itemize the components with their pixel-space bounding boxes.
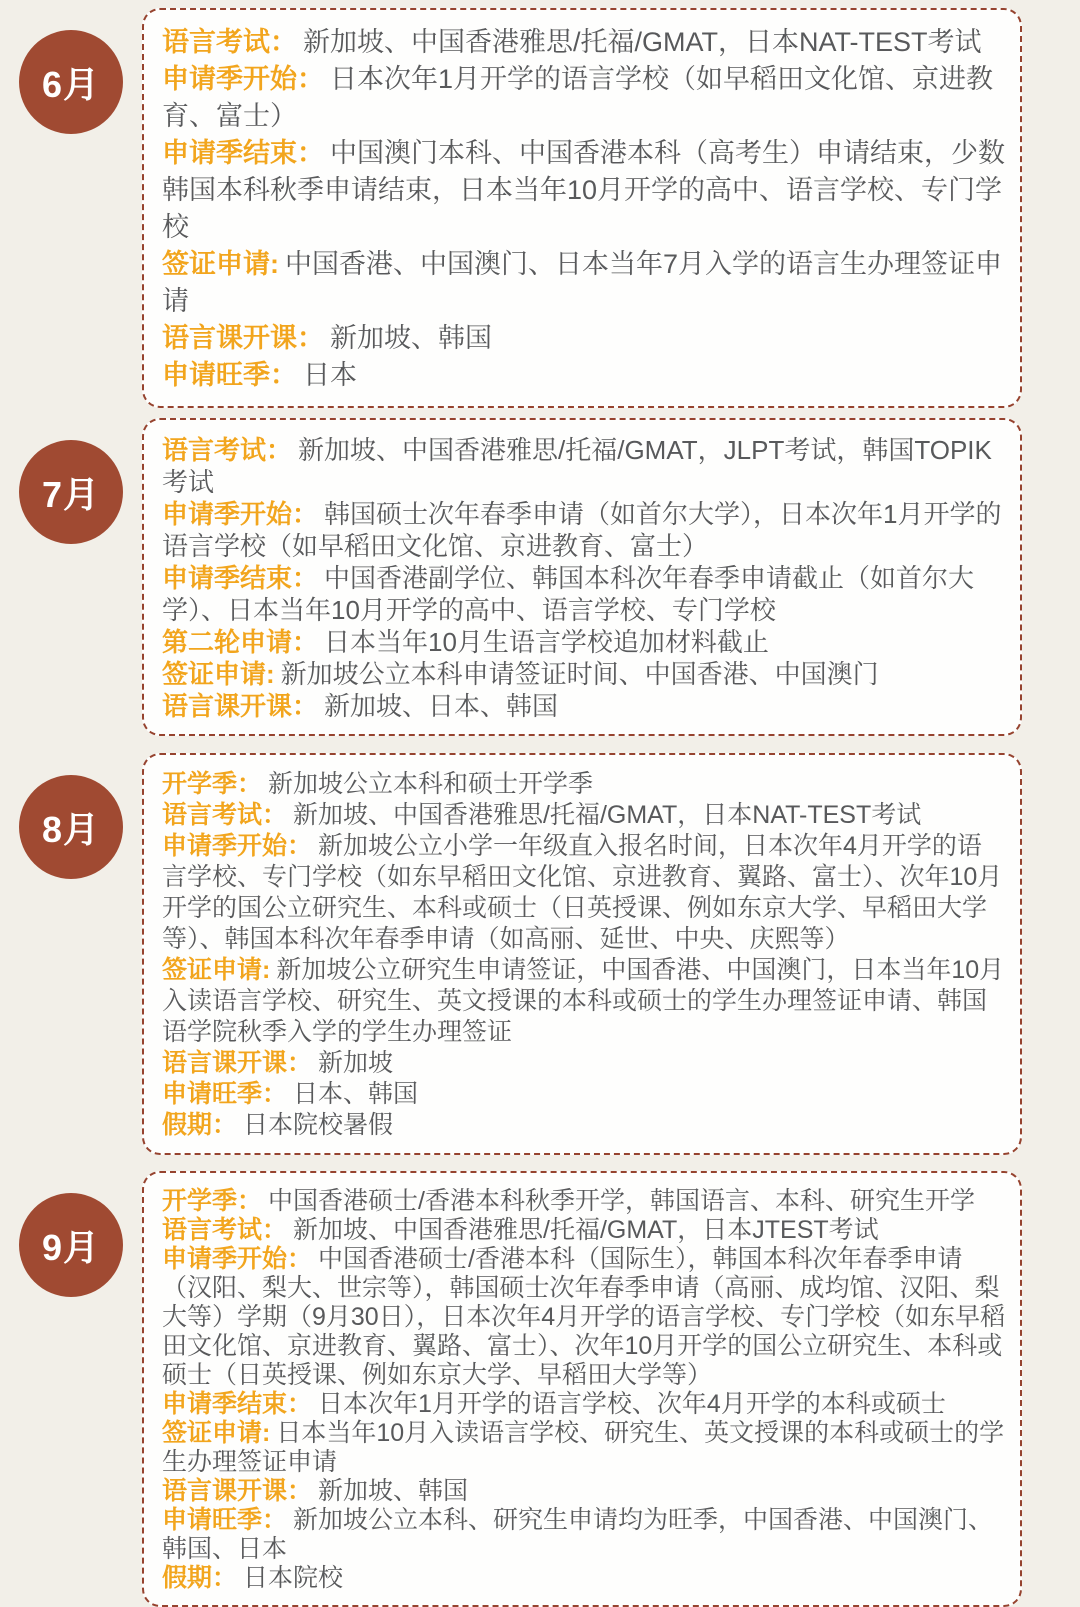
info-row-text: 新加坡公立本科、研究生申请均为旺季，中国香港、中国澳门、韩国、日本 [162, 1506, 994, 1563]
info-row-label: 申请季开始： [162, 832, 313, 860]
info-row-label: 申请旺季： [162, 360, 297, 390]
info-row [162, 24, 1006, 61]
info-row-text: 中国香港硕士/香港本科（国际生），韩国本科次年春季申请（汉阳、梨大、世宗等），韩国硕士次年春季申请（高丽、成均馆、汉阳、梨大等）学期（9月30日），日本次年4月开学的语言学校、专门学校（如东早稻田文化馆、京进教育、翼路、富士）、次年10月开学的国公立研究生、本科或硕士（日英授课、例如东京大学、早稻田大学等） [162, 1245, 1006, 1389]
info-row-label: 申请季结束： [162, 1390, 313, 1418]
month-section [0, 1171, 1080, 1607]
info-row [162, 800, 1006, 831]
info-row-text: 新加坡公立本科申请签证时间、中国香港、中国澳门 [280, 659, 879, 689]
info-row [162, 626, 1006, 658]
info-row-label: 语言课开课： [162, 323, 324, 353]
info-row-text: 新加坡、中国香港雅思/托福/GMAT，日本NAT-TEST考试 [293, 801, 922, 829]
timeline [0, 8, 1080, 1607]
info-row-label: 开学季： [162, 770, 263, 798]
info-row-label: 签证申请: [162, 1419, 271, 1447]
info-row-label: 语言考试： [162, 801, 288, 829]
month-badge-label: 8月 [41, 808, 101, 850]
info-row-label: 第二轮申请： [162, 627, 319, 657]
info-row-label: 签证申请: [162, 659, 275, 689]
info-row [162, 498, 1006, 562]
info-row-text: 新加坡、韩国 [318, 1477, 469, 1505]
month-info-box [142, 8, 1022, 408]
info-row-text: 新加坡、中国香港雅思/托福/GMAT，JLPT考试，韩国TOPIK考试 [162, 435, 992, 497]
info-row-label: 语言课开课： [162, 1049, 313, 1077]
month-badge-column [0, 753, 142, 1155]
info-row-label: 假期： [162, 1111, 238, 1139]
month-badge-label: 7月 [41, 473, 101, 515]
info-row [162, 1187, 1006, 1216]
info-row-label: 语言考试： [162, 435, 293, 465]
info-row [162, 1477, 1006, 1506]
info-row [162, 246, 1006, 320]
month-info-box [142, 1171, 1022, 1607]
info-row-text: 新加坡、中国香港雅思/托福/GMAT，日本JTEST考试 [293, 1216, 879, 1244]
month-badge [19, 1193, 123, 1297]
info-row-label: 语言考试： [162, 1216, 288, 1244]
info-row-text: 日本 [303, 360, 357, 390]
info-row-text: 新加坡公立本科和硕士开学季 [268, 770, 594, 798]
info-row-label: 申请季开始： [162, 1245, 313, 1273]
info-row [162, 1216, 1006, 1245]
info-row [162, 1390, 1006, 1419]
info-row-text: 日本院校 [243, 1564, 344, 1592]
info-row [162, 831, 1006, 955]
info-row-text: 新加坡 [318, 1049, 394, 1077]
info-row-label: 申请季结束： [162, 138, 324, 168]
info-row-text: 韩国硕士次年春季申请（如首尔大学），日本次年1月开学的语言学校（如早稻田文化馆、京进教育、富士） [162, 499, 1002, 561]
info-row [162, 1079, 1006, 1110]
info-row [162, 658, 1006, 690]
info-row-text: 新加坡、韩国 [330, 323, 492, 353]
info-row-text: 中国香港、中国澳门、日本当年7月入学的语言生办理签证申请 [162, 249, 1003, 316]
info-row-text: 中国澳门本科、中国香港本科（高考生）申请结束，少数韩国本科秋季申请结束，日本当年10月开学的高中、语言学校、专门学校 [162, 138, 1005, 242]
info-row-label: 签证申请: [162, 956, 271, 984]
month-badge [19, 440, 123, 544]
info-row-label: 申请季开始： [162, 64, 324, 94]
info-row-label: 语言课开课： [162, 691, 319, 721]
info-row-label: 语言考试： [162, 27, 297, 57]
month-info-box [142, 753, 1022, 1155]
info-row [162, 1245, 1006, 1390]
info-row-label: 申请季开始： [162, 499, 319, 529]
info-row-label: 开学季： [162, 1187, 263, 1215]
info-row-text: 日本次年1月开学的语言学校、次年4月开学的本科或硕士 [318, 1390, 946, 1418]
info-row [162, 1419, 1006, 1477]
info-row [162, 769, 1006, 800]
info-row-label: 签证申请: [162, 249, 279, 279]
month-badge-column [0, 8, 142, 408]
info-row-text: 中国香港硕士/香港本科秋季开学，韩国语言、本科、研究生开学 [268, 1187, 975, 1215]
info-row-text: 中国香港副学位、韩国本科次年春季申请截止（如首尔大学）、日本当年10月开学的高中、语言学校、专门学校 [162, 563, 975, 625]
month-badge-label: 6月 [41, 63, 101, 105]
info-row [162, 320, 1006, 357]
info-row-label: 申请季结束： [162, 563, 319, 593]
info-row-text: 日本、韩国 [293, 1080, 419, 1108]
month-badge-column [0, 1171, 142, 1607]
month-section [0, 8, 1080, 408]
info-row [162, 1506, 1006, 1564]
info-row [162, 434, 1006, 498]
info-row [162, 690, 1006, 722]
info-row-text: 日本次年1月开学的语言学校（如早稻田文化馆、京进教育、富士） [162, 64, 994, 131]
month-info-box [142, 418, 1022, 736]
info-row [162, 1110, 1006, 1141]
info-row [162, 1048, 1006, 1079]
info-row [162, 562, 1006, 626]
info-row-text: 新加坡公立小学一年级直入报名时间，日本次年4月开学的语言学校、专门学校（如东早稻田文化馆、京进教育、翼路、富士）、次年10月开学的国公立研究生、本科或硕士（日英授课、例如东京大学、早稻田大学等）、韩国本科次年春季申请（如高丽、延世、中央、庆熙等） [162, 832, 1003, 953]
info-row [162, 61, 1006, 135]
info-row-text: 新加坡、日本、韩国 [324, 691, 559, 721]
month-section [0, 753, 1080, 1155]
info-row [162, 357, 1006, 394]
info-row-text: 新加坡、中国香港雅思/托福/GMAT，日本NAT-TEST考试 [303, 27, 982, 57]
info-row-label: 语言课开课： [162, 1477, 313, 1505]
month-badge-column [0, 418, 142, 736]
month-badge-label: 9月 [41, 1226, 101, 1268]
info-row-text: 日本当年10月入读语言学校、研究生、英文授课的本科或硕士的学生办理签证申请 [162, 1419, 1005, 1476]
info-row [162, 135, 1006, 246]
info-row-text: 日本当年10月生语言学校追加材料截止 [324, 627, 769, 657]
info-row [162, 955, 1006, 1048]
info-row-text: 日本院校暑假 [243, 1111, 394, 1139]
info-row-label: 假期： [162, 1564, 238, 1592]
month-badge [19, 30, 123, 134]
info-row-text: 新加坡公立研究生申请签证，中国香港、中国澳门，日本当年10月入读语言学校、研究生、英文授课的本科或硕士的学生办理签证申请、韩国语学院秋季入学的学生办理签证 [162, 956, 1005, 1046]
info-row [162, 1564, 1006, 1593]
info-row-label: 申请旺季： [162, 1080, 288, 1108]
month-badge [19, 775, 123, 879]
month-section [0, 418, 1080, 736]
info-row-label: 申请旺季： [162, 1506, 288, 1534]
